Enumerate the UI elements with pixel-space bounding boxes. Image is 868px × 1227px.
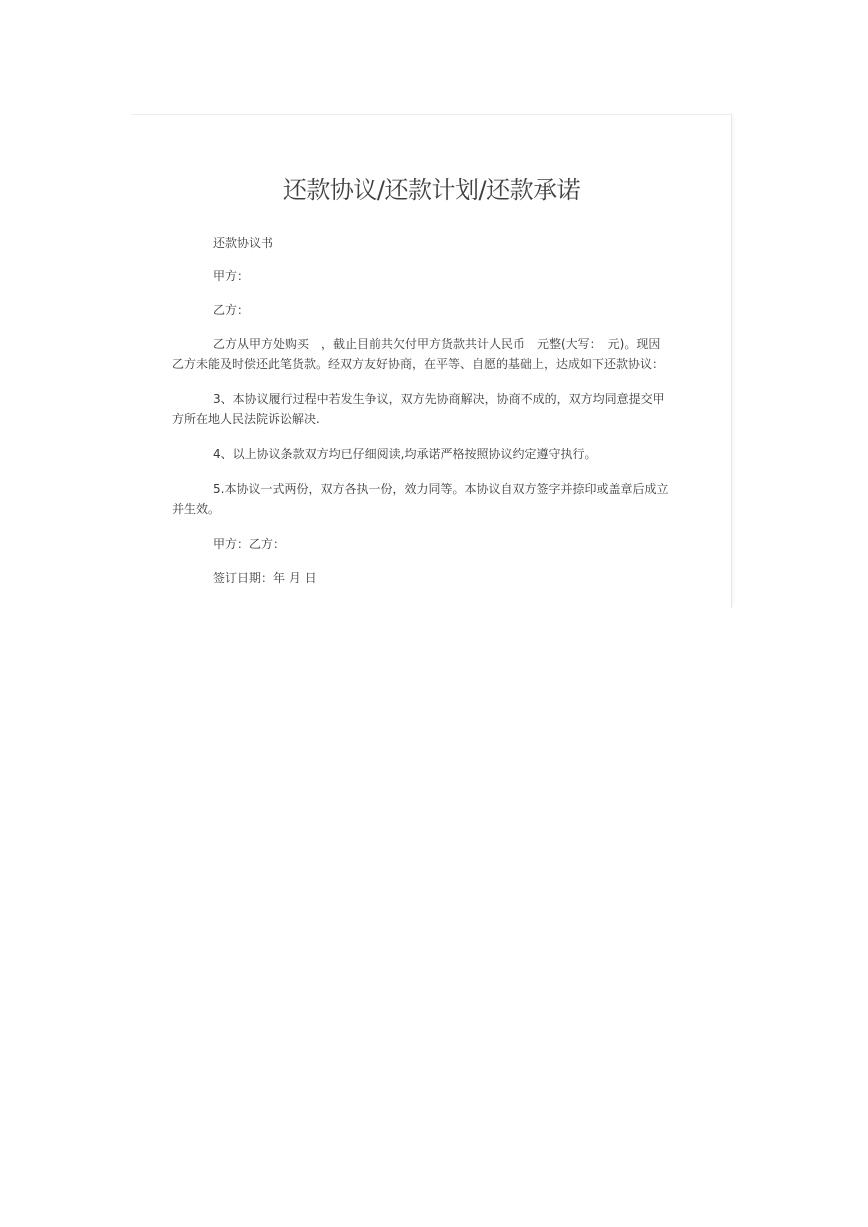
paragraph-clause-5: 5.本协议一式两份，双方各执一份，效力同等。本协议自双方签字并捺印或盖章后成立并生效。 xyxy=(172,482,669,516)
paragraph-clause-4: 4、以上协议条款双方均已仔细阅读,均承诺严格按照协议约定遵守执行。 xyxy=(213,447,597,461)
signature-line: 甲方：乙方： xyxy=(213,537,286,551)
sign-date-line: 签订日期：年 月 日 xyxy=(213,571,317,585)
paragraph-debt-statement: 乙方从甲方处购买 ，截止目前共欠付甲方货款共计人民币 元整(大写： 元)。现因乙方未能及时偿还此笔货款。经双方友好协商，在平等、自愿的基础上，达成如下还款协议： xyxy=(172,337,665,371)
party-b-line: 乙方： xyxy=(213,303,250,317)
party-a-line: 甲方： xyxy=(213,269,250,283)
paragraph-clause-3: 3、本协议履行过程中若发生争议，双方先协商解决，协商不成的，双方均同意提交甲方所在地人民法院诉讼解决. xyxy=(172,392,665,426)
document-page xyxy=(131,114,732,608)
heading-agreement: 还款协议书 xyxy=(213,236,274,250)
document-title: 还款协议/还款计划/还款承诺 xyxy=(282,176,581,204)
